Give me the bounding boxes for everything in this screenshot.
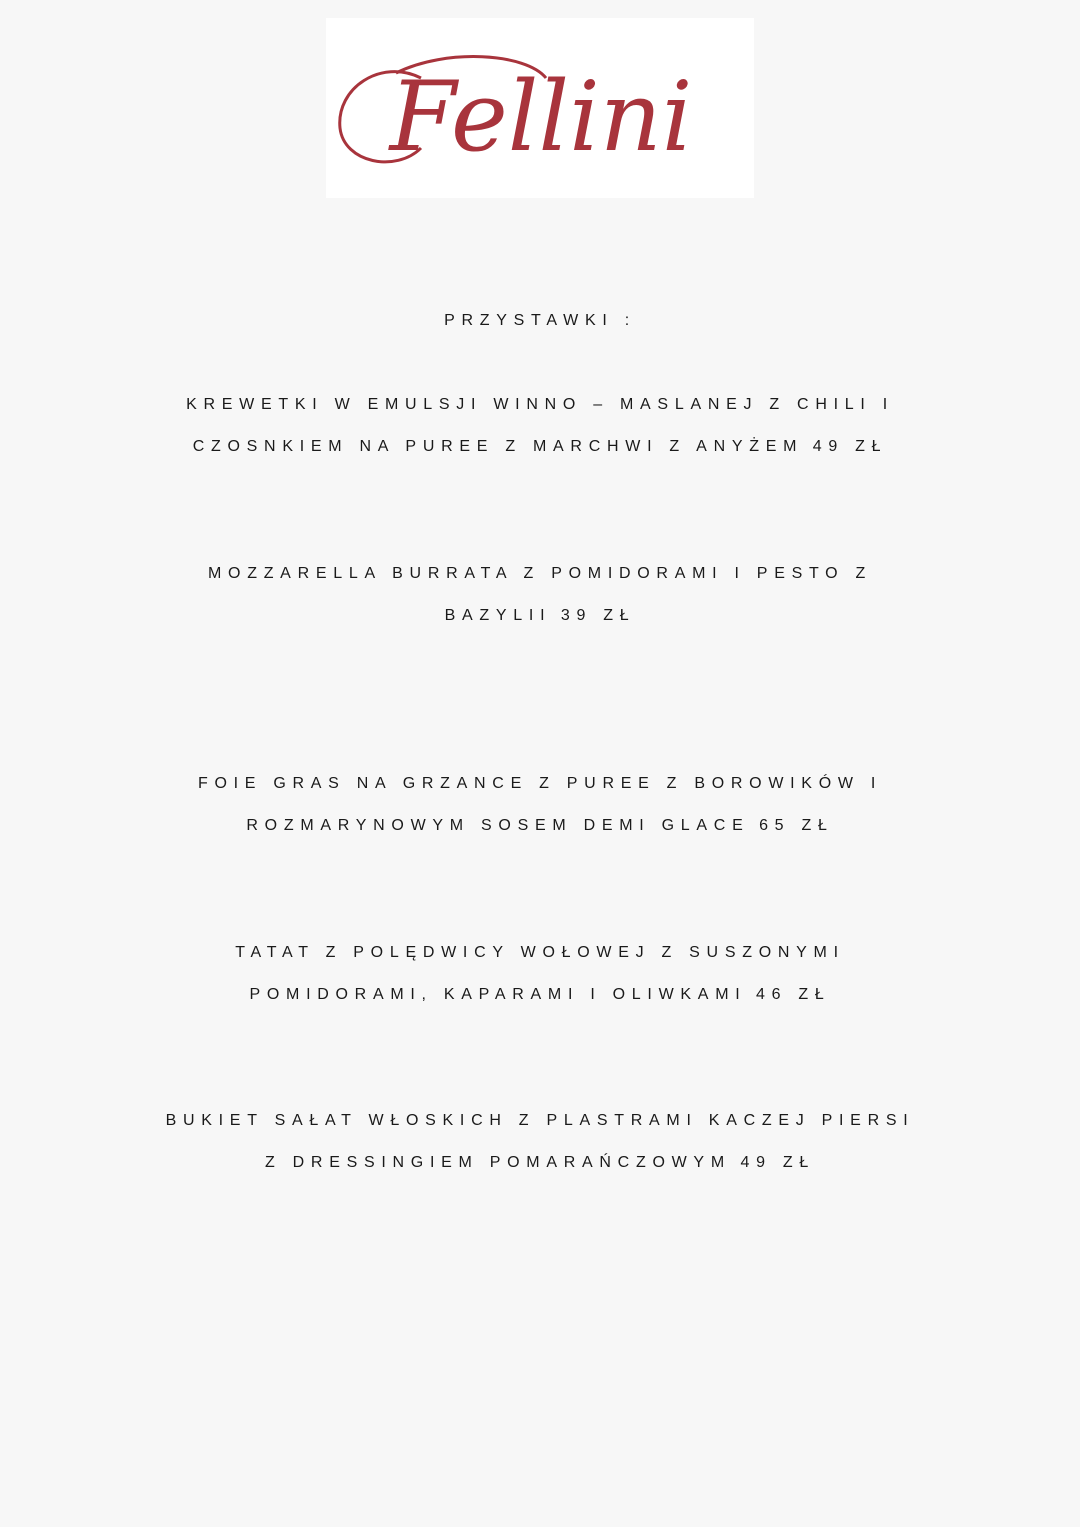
dish-1-line-1: KREWETKI W EMULSJI WINNO – MASLANEJ Z CHILI I [186,396,894,413]
restaurant-logo [326,18,754,198]
dish-5-line-2 [0,1142,1080,1184]
logo-wordmark: Fellini [389,61,693,173]
dish-1-price: 49 ZŁ [812,438,888,455]
dish-3-price: 65 ZŁ [759,817,834,834]
dish-2-name-end: BAZYLII [444,607,552,624]
dish-5-name-end: Z DRESSINGIEM POMARAŃCZOWYM [264,1154,731,1171]
dish-5-line-1: BUKIET SAŁAT WŁOSKICH Z PLASTRAMI KACZEJ PIERSI [165,1112,915,1129]
dish-1-line-2 [0,426,1080,468]
dish-4-price: 46 ZŁ [756,986,831,1003]
dish-3-name-end: ROZMARYNOWYM SOSEM DEMI GLACE [246,817,750,834]
section-title: PRZYSTAWKI : [444,312,636,329]
dish-2-line-2 [0,595,1080,637]
dish-1-name-end: CZOSNKIEM NA PUREE Z MARCHWI Z ANYŻEM [192,438,804,455]
dish-2-price: 39 ZŁ [560,607,636,624]
dish-3-line-2 [0,805,1080,847]
logo-graphic [326,18,754,198]
dish-5-price: 49 ZŁ [740,1154,815,1171]
dish-3-line-1: FOIE GRAS NA GRZANCE Z PUREE Z BOROWIKÓW I [197,775,883,792]
dish-2-line-1: MOZZARELLA BURRATA Z POMIDORAMI I PESTO Z [207,565,873,582]
dish-4-line-2 [0,974,1080,1016]
dish-4-line-1: TATAT Z POLĘDWICY WOŁOWEJ Z SUSZONYMI [235,944,845,961]
dish-4-name-end: POMIDORAMI, KAPARAMI I OLIWKAMI [249,986,747,1003]
